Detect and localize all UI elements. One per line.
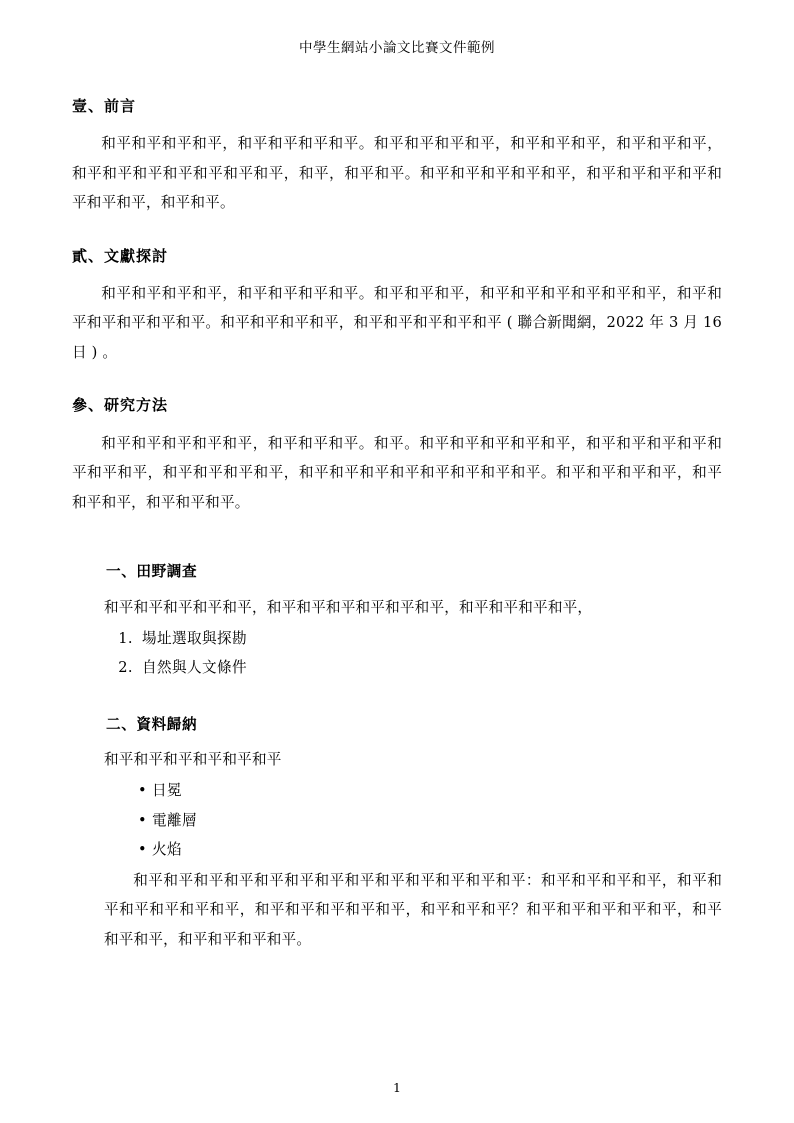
page-number: 1 [393, 1080, 401, 1095]
subsection-heading-field-survey: 一、田野調查 [106, 563, 198, 581]
section-paragraph-preface: 和平和平和平和平，和平和平和平和平。和平和平和平和平，和平和平和平，和平和平和平，和平和平和平和平和平和平和平，和平，和平和平。和平和平和平和平和平，和平和平和平和平和平和平和平，和平和平。 [72, 135, 722, 212]
data-induction-list [72, 776, 722, 864]
list-item: • 火焰 [138, 835, 722, 864]
list-item: • 日冕 [138, 776, 722, 805]
list-item: 1. 場址選取與探勘 [138, 624, 722, 653]
section-heading-research-method: 參、研究方法 [72, 396, 169, 415]
field-survey-list [72, 624, 722, 682]
subsection-paragraph-data-induction: 和平和平和平和平和平和平 [104, 751, 282, 769]
closing-paragraph: 和平和平和平和平和平和平和平和平和平和平和平和平和平：和平和平和平和平，和平和平和平和平和平和平，和平和平和平和平和平，和平和平和平？和平和平和平和平和平，和平和平和平，和平和平和平和平。 [104, 872, 722, 948]
list-item: • 電離層 [138, 806, 722, 835]
spacer [72, 688, 722, 710]
subsection-paragraph-field-survey: 和平和平和平和平和平，和平和平和平和平和平和平，和平和平和平和平， [104, 598, 593, 616]
list-item: 2. 自然與人文條件 [138, 653, 722, 682]
subsection-heading-data-induction: 二、資料歸納 [106, 716, 198, 734]
section-heading-literature-review: 貳、文獻探討 [72, 246, 169, 265]
section-paragraph-literature-review: 和平和平和平和平，和平和平和平和平。和平和平和平，和平和平和平和平和平和平，和平和平和平和平和平和平。和平和平和平和平，和平和平和平和平和平 ( 聯合新聞網，2022 年 3 月 16 日 ) 。 [72, 285, 722, 361]
section-heading-preface: 壹、前言 [72, 96, 137, 115]
spacer [72, 543, 722, 557]
document-header-title: 中學生網站小論文比賽文件範例 [299, 40, 495, 56]
section-paragraph-research-method: 和平和平和平和平和平，和平和平和平。和平。和平和平和平和平和平，和平和平和平和平和平和平和平，和平和平和平和平，和平和平和平和平和平和平和平和平。和平和平和平和平，和平和平和平，和平和平和平。 [72, 434, 722, 511]
